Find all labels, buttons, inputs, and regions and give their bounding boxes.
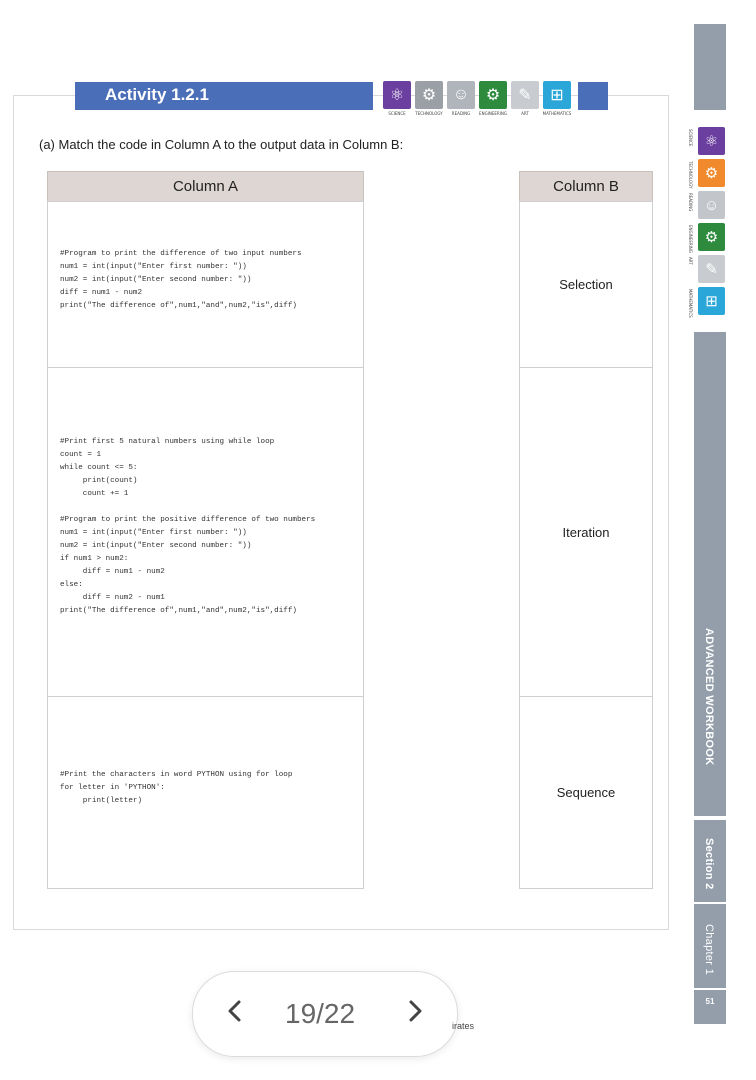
chapter-label: Chapter 1 xyxy=(703,924,715,976)
sidebar-top-block xyxy=(694,24,726,110)
column-a-cell-3 xyxy=(47,696,364,889)
banner-mathematics-icon: ⊞ xyxy=(543,81,571,109)
column-b-cell-selection: Selection xyxy=(519,201,653,368)
chevron-left-icon xyxy=(225,996,245,1026)
sidebar-technology-icon: ⚙ xyxy=(698,159,725,187)
workbook-label: ADVANCED WORKBOOK xyxy=(703,628,715,766)
banner-icon-label: MATHEMATICS xyxy=(542,111,572,116)
sidebar-icon-label: ART xyxy=(688,257,693,265)
banner-reading-icon: ☺ xyxy=(447,81,475,109)
sidebar-icon-label: ENGINEERING xyxy=(688,225,693,253)
banner-icon-label: ENGINEERING xyxy=(479,111,507,116)
next-page-button[interactable] xyxy=(405,996,425,1034)
banner-end-block xyxy=(578,82,608,110)
column-a-header: Column A xyxy=(47,171,364,202)
question-text: (a) Match the code in Column A to the output data in Column B: xyxy=(39,137,404,152)
footer-fragment: irates xyxy=(452,1021,475,1031)
sidebar-icon-label: SCIENCE xyxy=(688,129,693,147)
code-block-sequence: #Program to print the difference of two input numbers num1 = int(input("Enter first number: ")) num2 = int(input("Enter second number: ")) diff = num1 - num2 print("The difference of",num1,"and",num2,"is",diff) xyxy=(60,250,302,310)
section-label: Section 2 xyxy=(703,838,715,890)
sidebar-icon-label: READING xyxy=(688,193,693,212)
column-b-header: Column B xyxy=(519,171,653,202)
column-a-cell-1 xyxy=(47,201,364,368)
sidebar-engineering-icon: ⚙ xyxy=(698,223,725,251)
sidebar-icon-label: MATHEMATICS xyxy=(688,289,693,318)
banner-art-icon: ✎ xyxy=(511,81,539,109)
sidebar-workbook-tab xyxy=(694,332,726,816)
banner-icon-label: ART xyxy=(521,111,529,116)
code-block-loop-and-selection: #Print first 5 natural numbers using while loop count = 1 while count <= 5: print(count) count += 1 #Program to print the positive difference of two numbers num1 = int(input("Enter first number: ")) num2 = int(input("Enter second number: ")) if num1 > num2: diff = num1 - num2 else: diff = num2 - num1 print("The difference of",num1,"and",num2,"is",diff) xyxy=(60,438,316,615)
sidebar-art-icon: ✎ xyxy=(698,255,725,283)
chevron-right-icon xyxy=(405,996,425,1026)
banner-icon-label: READING xyxy=(451,111,471,116)
sidebar-icon-label: TECHNOLOGY xyxy=(688,161,693,189)
sidebar-science-icon: ⚛ xyxy=(698,127,725,155)
sidebar-mathematics-icon: ⊞ xyxy=(698,287,725,315)
column-b-cell-sequence: Sequence xyxy=(519,696,653,889)
column-a-cell-2 xyxy=(47,367,364,697)
banner-engineering-icon: ⚙ xyxy=(479,81,507,109)
code-block-for-loop: #Print the characters in word PYTHON using for loop for letter in 'PYTHON': print(letter) xyxy=(60,771,293,805)
column-b-cell-iteration: Iteration xyxy=(519,367,653,697)
activity-title: Activity 1.2.1 xyxy=(105,85,209,104)
sidebar-page-number: 51 xyxy=(694,990,726,1024)
sidebar-chapter-tab xyxy=(694,904,726,988)
previous-page-button[interactable] xyxy=(225,996,245,1034)
sidebar-section-tab xyxy=(694,820,726,902)
banner-technology-icon: ⚙ xyxy=(415,81,443,109)
banner-science-icon: ⚛ xyxy=(383,81,411,109)
banner-icon-label: SCIENCE xyxy=(388,111,406,116)
page-indicator: 19/22 xyxy=(285,998,356,1029)
banner-icon-label: TECHNOLOGY xyxy=(415,111,443,116)
sidebar-reading-icon: ☺ xyxy=(698,191,725,219)
